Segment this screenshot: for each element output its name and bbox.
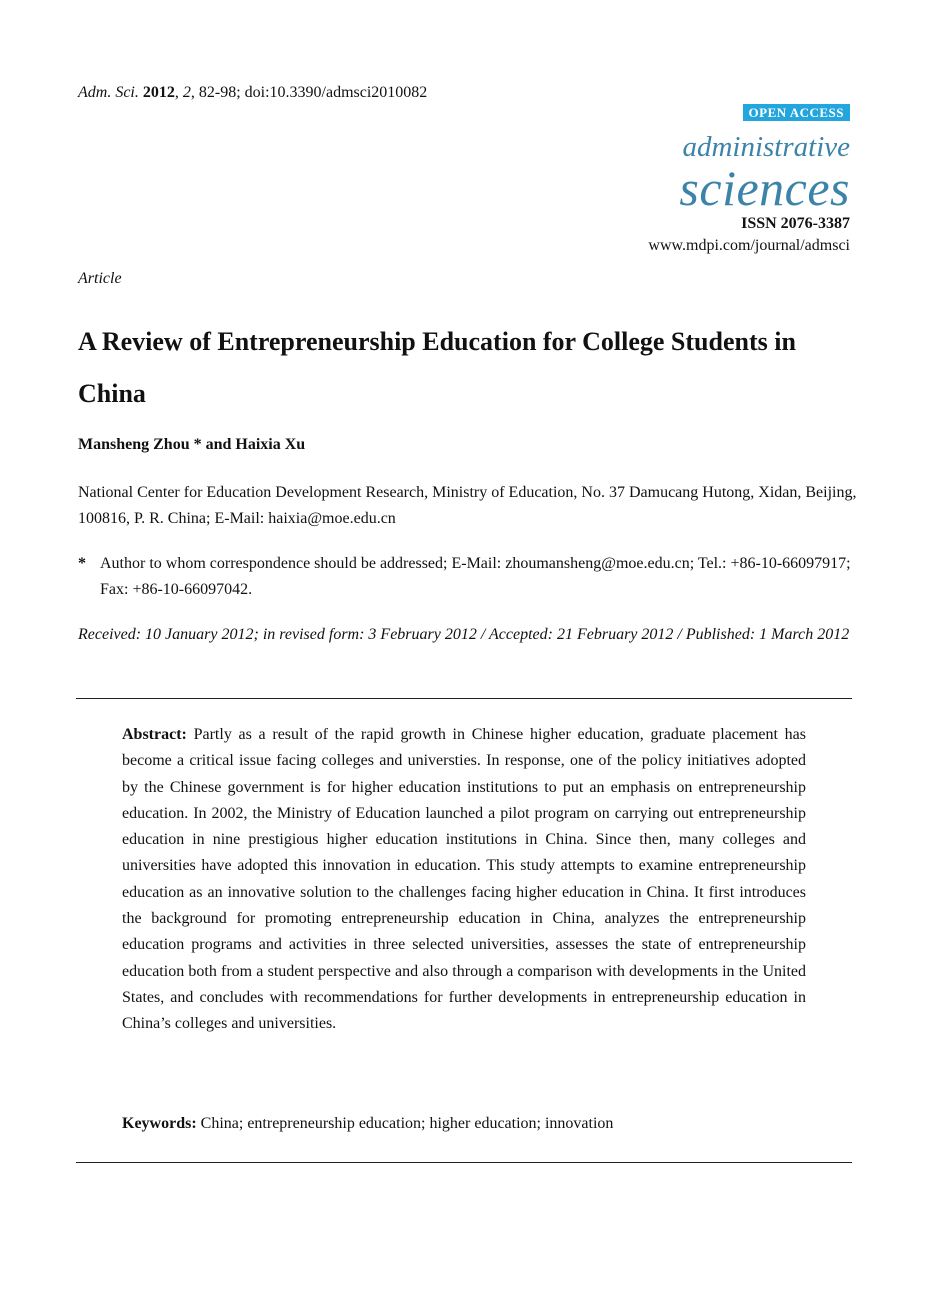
correspondence-marker: * (78, 555, 86, 572)
article-type: Article (78, 270, 122, 287)
citation-year: 2012 (142, 84, 175, 101)
abstract (122, 722, 806, 1038)
citation-pages-doi: , 82-98; doi:10.3390/admsci2010082 (190, 84, 428, 101)
journal-name-line2: sciences (679, 160, 850, 216)
affiliation: National Center for Education Development Research, Ministry of Education, No. 37 Damucang Hutong, Xidan, Beijing, 100816, P. R. China; E-Mail: haixia@moe.edu.cn (78, 484, 857, 527)
bottom-divider (76, 1162, 852, 1163)
keywords-label: Keywords: (122, 1115, 197, 1132)
journal-masthead (450, 104, 850, 256)
abstract-label: Abstract: (122, 726, 187, 743)
top-divider (76, 698, 852, 699)
citation-volume: 2 (182, 84, 191, 101)
journal-name-line1: administrative (682, 131, 850, 163)
authors: Mansheng Zhou * and Haixia Xu (78, 436, 306, 453)
paper-title: A Review of Entrepreneurship Education for College Students in China (78, 327, 796, 408)
publication-dates: Received: 10 January 2012; in revised form: 3 February 2012 / Accepted: 21 February 2012 / Published: 1 March 2012 (78, 626, 850, 643)
open-access-badge: OPEN ACCESS (743, 104, 850, 121)
issn: ISSN 2076-3387 (741, 215, 850, 232)
correspondence-text: Author to whom correspondence should be addressed; E-Mail: zhoumansheng@moe.edu.cn; Tel.: +86-10-66097917; Fax: +86-10-66097042. (100, 555, 851, 598)
correspondence-note (78, 551, 858, 603)
keywords-text: China; entrepreneurship education; higher education; innovation (200, 1115, 614, 1132)
abstract-text: Partly as a result of the rapid growth in Chinese higher education, graduate placement has become a critical issue facing colleges and universties. In response, one of the policy initiatives adopted by the Chinese government is for higher education institutions to put an emphasis on entrepreneurship education. In 2002, the Ministry of Education launched a pilot program on carrying out entrepreneurship education in nine prestigious higher education institutions in China. Since then, many colleges and universities have adopted this innovation in education. This study attempts to examine entrepreneurship education as an innovative solution to the challenges facing higher education in China. It first introduces the background for promoting entrepreneurship education in China, analyzes the entrepreneurship education programs and activities in three selected universities, assesses the state of entrepreneurship education both from a student perspective and also through a comparison with developments in the United States, and concludes with recommendations for further developments in entrepreneurship education in China’s colleges and universities. (122, 726, 807, 1033)
keywords (122, 1112, 806, 1136)
citation-line: Adm. Sci. 2012, 2, 82-98; doi:10.3390/admsci2010082 (78, 84, 428, 101)
journal-url[interactable]: www.mdpi.com/journal/admsci (648, 237, 850, 254)
journal-abbrev: Adm. Sci. (78, 84, 139, 101)
